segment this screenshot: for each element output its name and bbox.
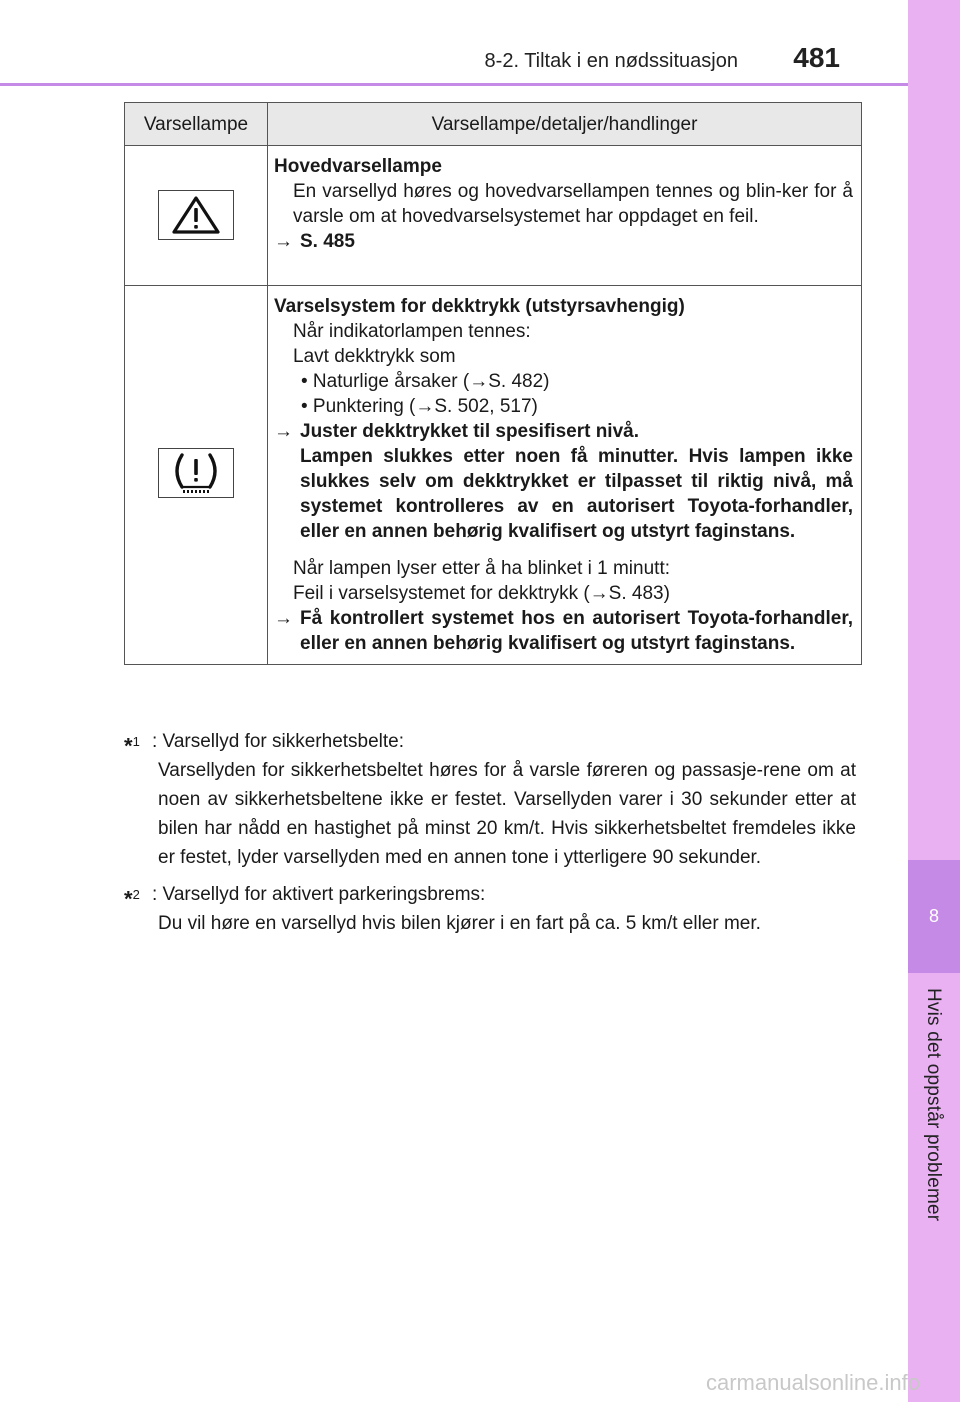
reference-line: [274, 229, 853, 254]
section-title: 8-2. Tiltak i en nødssituasjon: [484, 50, 738, 72]
bullet-item: • Naturlige årsaker (→S. 482): [301, 371, 550, 392]
row-text: En varsellyd høres og hovedvarsellampen tennes og blin-ker for å varsle om at hovedvarselsystemet har oppdaget en feil.: [293, 181, 853, 227]
page-number: 481: [793, 42, 840, 73]
table-row: [125, 146, 862, 286]
action-text: Få kontrollert systemet hos en autorisert Toyota-forhandler, eller en annen behørig kvalifisert og utstyrt faginstans.: [300, 608, 853, 654]
footnote-title: : Varsellyd for sikkerhetsbelte:: [152, 731, 405, 752]
description-cell: [268, 286, 862, 665]
chapter-number: 8: [908, 860, 960, 973]
action-line: [274, 419, 853, 444]
footnote-1: [124, 727, 856, 872]
action-detail: Lampen slukkes etter noen få minutter. Hvis lampen ikke slukkes selv om dekktrykket er tilpasset til riktig nivå, må systemet kontrolleres av en autorisert Toyota-forhandler, eller en annen behørig kvalifisert og utstyrt faginstans.: [300, 446, 853, 542]
header-rule: [0, 83, 908, 86]
row-text: Når lampen lyser etter å ha blinket i 1 minutt:: [293, 558, 671, 579]
column-header: Varsellampe: [125, 103, 268, 146]
chapter-title: Hvis det oppstår problemer: [923, 988, 944, 1222]
icon-cell: [125, 146, 268, 286]
tire-pressure-warning-icon: [158, 448, 234, 498]
footnote-2: [124, 880, 856, 938]
watermark: carmanualsonline.info: [705, 1370, 920, 1395]
row-text: Feil i varselsystemet for dekktrykk (→S. 483): [293, 583, 670, 604]
asterisk: *: [124, 886, 133, 912]
action-detail-line: [274, 444, 853, 544]
action-line: [274, 606, 853, 656]
spacer: [274, 544, 853, 556]
footnote-number: 1: [132, 734, 140, 749]
arrow-icon: →: [274, 421, 293, 442]
icon-cell: [125, 286, 268, 665]
footnote-body: [152, 727, 856, 872]
arrow-icon: →: [274, 608, 293, 629]
page-reference: S. 485: [300, 231, 355, 252]
footnote-title: : Varsellyd for aktivert parkeringsbrems:: [152, 884, 486, 905]
row-text: Lavt dekktrykk som: [293, 346, 456, 367]
bullet-item: • Punktering (→S. 502, 517): [301, 396, 538, 417]
row-title: Hovedvarsellampe: [274, 156, 442, 177]
row-text: Når indikatorlampen tennes:: [293, 321, 531, 342]
chapter-side-tab: [908, 0, 960, 1402]
footnote-body: [152, 880, 856, 938]
table-header-row: [125, 103, 862, 146]
description-cell: [268, 146, 862, 286]
footnotes: [124, 727, 856, 946]
table-row: [125, 286, 862, 665]
column-header: Varsellampe/detaljer/handlinger: [268, 103, 862, 146]
indent-spacer: [274, 444, 300, 544]
footnote-text: Varsellyden for sikkerhetsbeltet høres for å varsle føreren og passasje-rene om at noen av sikkerhetsbeltene ikke er festet. Varsellyden varer i 30 sekunder etter at bilen har nådd en hastighet på minst 20 km/t. Hvis sikkerhetsbeltet fremdeles ikke er festet, lyder varsellyden med en annen tone i ytterligere 90 sekunder.: [158, 760, 856, 868]
arrow-icon: →: [274, 231, 293, 252]
page-header: [0, 0, 908, 86]
footnote-number: 2: [132, 887, 140, 902]
row-title: Varselsystem for dekktrykk (utstyrsavhengig): [274, 296, 685, 317]
master-warning-triangle-icon: [158, 190, 234, 240]
action-text: Juster dekktrykket til spesifisert nivå.: [300, 421, 639, 442]
asterisk: *: [124, 733, 133, 759]
footnote-text: Du vil høre en varsellyd hvis bilen kjører i en fart på ca. 5 km/t eller mer.: [158, 913, 761, 934]
warning-light-table: [124, 102, 862, 665]
